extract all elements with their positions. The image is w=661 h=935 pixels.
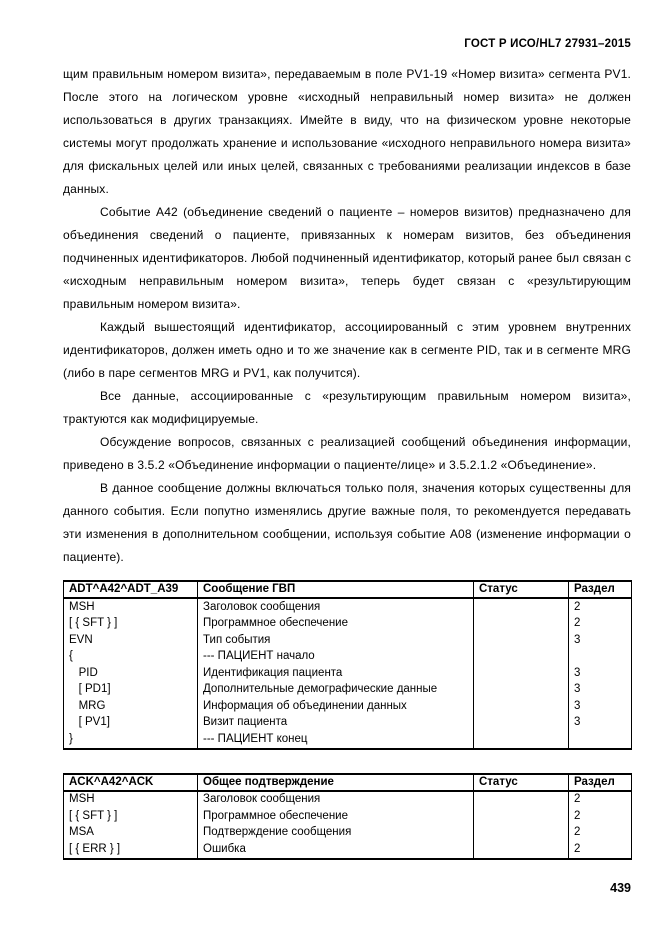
- table-cell: --- ПАЦИЕНТ начало: [198, 649, 474, 666]
- table-cell: [ { SFT } ]: [64, 808, 198, 825]
- table-row: [64, 698, 632, 715]
- table-cell: Программное обеспечение: [198, 616, 474, 633]
- table-cell: Визит пациента: [198, 715, 474, 732]
- table-row: [64, 649, 632, 666]
- page-number: 439: [610, 881, 631, 895]
- table-header-cell: Статус: [474, 581, 569, 598]
- table-cell: [ PD1]: [64, 682, 198, 699]
- table-cell: Информация об объединении данных: [198, 698, 474, 715]
- table-cell: Дополнительные демографические данные: [198, 682, 474, 699]
- table-row: [64, 632, 632, 649]
- table-row: [64, 616, 632, 633]
- table-cell: MRG: [64, 698, 198, 715]
- table-cell: {: [64, 649, 198, 666]
- table-row: [64, 715, 632, 732]
- table-row: [64, 808, 632, 825]
- table-row: [64, 791, 632, 809]
- table-cell: [474, 731, 569, 749]
- table-row: [64, 682, 632, 699]
- table-cell: EVN: [64, 632, 198, 649]
- table-cell: 3: [569, 682, 632, 699]
- table-cell: [569, 731, 632, 749]
- table-cell: Тип события: [198, 632, 474, 649]
- table-cell: 3: [569, 715, 632, 732]
- table-cell: MSA: [64, 825, 198, 842]
- body-text: [63, 63, 631, 569]
- table-cell: [474, 808, 569, 825]
- table-cell: 2: [569, 598, 632, 616]
- table-header-cell: Статус: [474, 774, 569, 791]
- tables-section: [63, 580, 631, 860]
- table-header-cell: ACK^A42^ACK: [64, 774, 198, 791]
- table-cell: 3: [569, 665, 632, 682]
- table-cell: 2: [569, 808, 632, 825]
- table-cell: [474, 632, 569, 649]
- paragraph: Все данные, ассоциированные с «результирующим правильным номером визита», трактуются как модифицируемые.: [63, 389, 631, 426]
- table-row: [64, 841, 632, 859]
- table-cell: [474, 682, 569, 699]
- table-cell: Ошибка: [198, 841, 474, 859]
- table-cell: Идентификация пациента: [198, 665, 474, 682]
- table-header-row: [64, 774, 632, 791]
- table-cell: 2: [569, 791, 632, 809]
- table-cell: 2: [569, 616, 632, 633]
- table-cell: [474, 841, 569, 859]
- table-cell: 2: [569, 841, 632, 859]
- paragraph: щим правильным номером визита», передаваемым в поле PV1-19 «Номер визита» сегмента PV1. После этого на логическом уровне «исходный неправильный номер визита» не должен использоваться в других транзакциях. Имейте в виду, что на физическом уровне некоторые системы могут продолжать хранение и использование «исходного неправильного номера визита» для фискальных целей или иных целей, связанных с требованиями реализации индексов в базе данных.: [63, 67, 631, 196]
- table-cell: }: [64, 731, 198, 749]
- paragraph: Обсуждение вопросов, связанных с реализацией сообщений объединения информации, приведено в 3.5.2 «Объединение информации о пациенте/лице» и 3.5.2.1.2 «Объединение».: [63, 435, 631, 472]
- table-cell: MSH: [64, 791, 198, 809]
- table-cell: 2: [569, 825, 632, 842]
- table-header-cell: ADT^A42^ADT_A39: [64, 581, 198, 598]
- table-cell: [474, 665, 569, 682]
- table-header-cell: Раздел: [569, 581, 632, 598]
- table-cell: PID: [64, 665, 198, 682]
- table-cell: [474, 598, 569, 616]
- table-cell: [474, 791, 569, 809]
- table-cell: [474, 616, 569, 633]
- table-cell: Заголовок сообщения: [198, 791, 474, 809]
- table-cell: [474, 825, 569, 842]
- table-cell: [ { ERR } ]: [64, 841, 198, 859]
- table-cell: [ { SFT } ]: [64, 616, 198, 633]
- table-cell: Подтверждение сообщения: [198, 825, 474, 842]
- document-standard-header: ГОСТ Р ИСО/HL7 27931–2015: [464, 38, 631, 50]
- table-cell: Заголовок сообщения: [198, 598, 474, 616]
- table-cell: MSH: [64, 598, 198, 616]
- paragraph: Событие A42 (объединение сведений о пациенте – номеров визитов) предназначено для объединения сведений о пациенте, привязанных к номерам визитов, без объединения подчиненных идентификаторов. Любой подчиненный идентификатор, который ранее был связан с «исходным неправильным номером визита», теперь будет связан с «результирующим правильным номером визита».: [63, 205, 631, 311]
- table-cell: [474, 649, 569, 666]
- table-row: [64, 731, 632, 749]
- table-row: [64, 598, 632, 616]
- table-cell: [474, 698, 569, 715]
- message-structure-table: [63, 773, 632, 860]
- paragraph: В данное сообщение должны включаться только поля, значения которых существенны для данного события. Если попутно изменялись другие важные поля, то рекомендуется передавать эти изменения в дополнительном сообщении, используя событие A08 (изменение информации о пациенте).: [63, 481, 631, 564]
- table-cell: [569, 649, 632, 666]
- table-cell: [474, 715, 569, 732]
- table-row: [64, 825, 632, 842]
- table-header-cell: Раздел: [569, 774, 632, 791]
- table-header-cell: Сообщение ГВП: [198, 581, 474, 598]
- table-cell: [ PV1]: [64, 715, 198, 732]
- message-structure-table: [63, 580, 632, 750]
- table-cell: 3: [569, 632, 632, 649]
- paragraph: Каждый вышестоящий идентификатор, ассоциированный с этим уровнем внутренних идентификаторов, должен иметь одно и то же значение как в сегменте PID, так и в сегменте MRG (либо в паре сегментов MRG и PV1, как получится).: [63, 320, 631, 380]
- table-header-row: [64, 581, 632, 598]
- table-cell: Программное обеспечение: [198, 808, 474, 825]
- table-row: [64, 665, 632, 682]
- table-cell: 3: [569, 698, 632, 715]
- table-header-cell: Общее подтверждение: [198, 774, 474, 791]
- table-cell: --- ПАЦИЕНТ конец: [198, 731, 474, 749]
